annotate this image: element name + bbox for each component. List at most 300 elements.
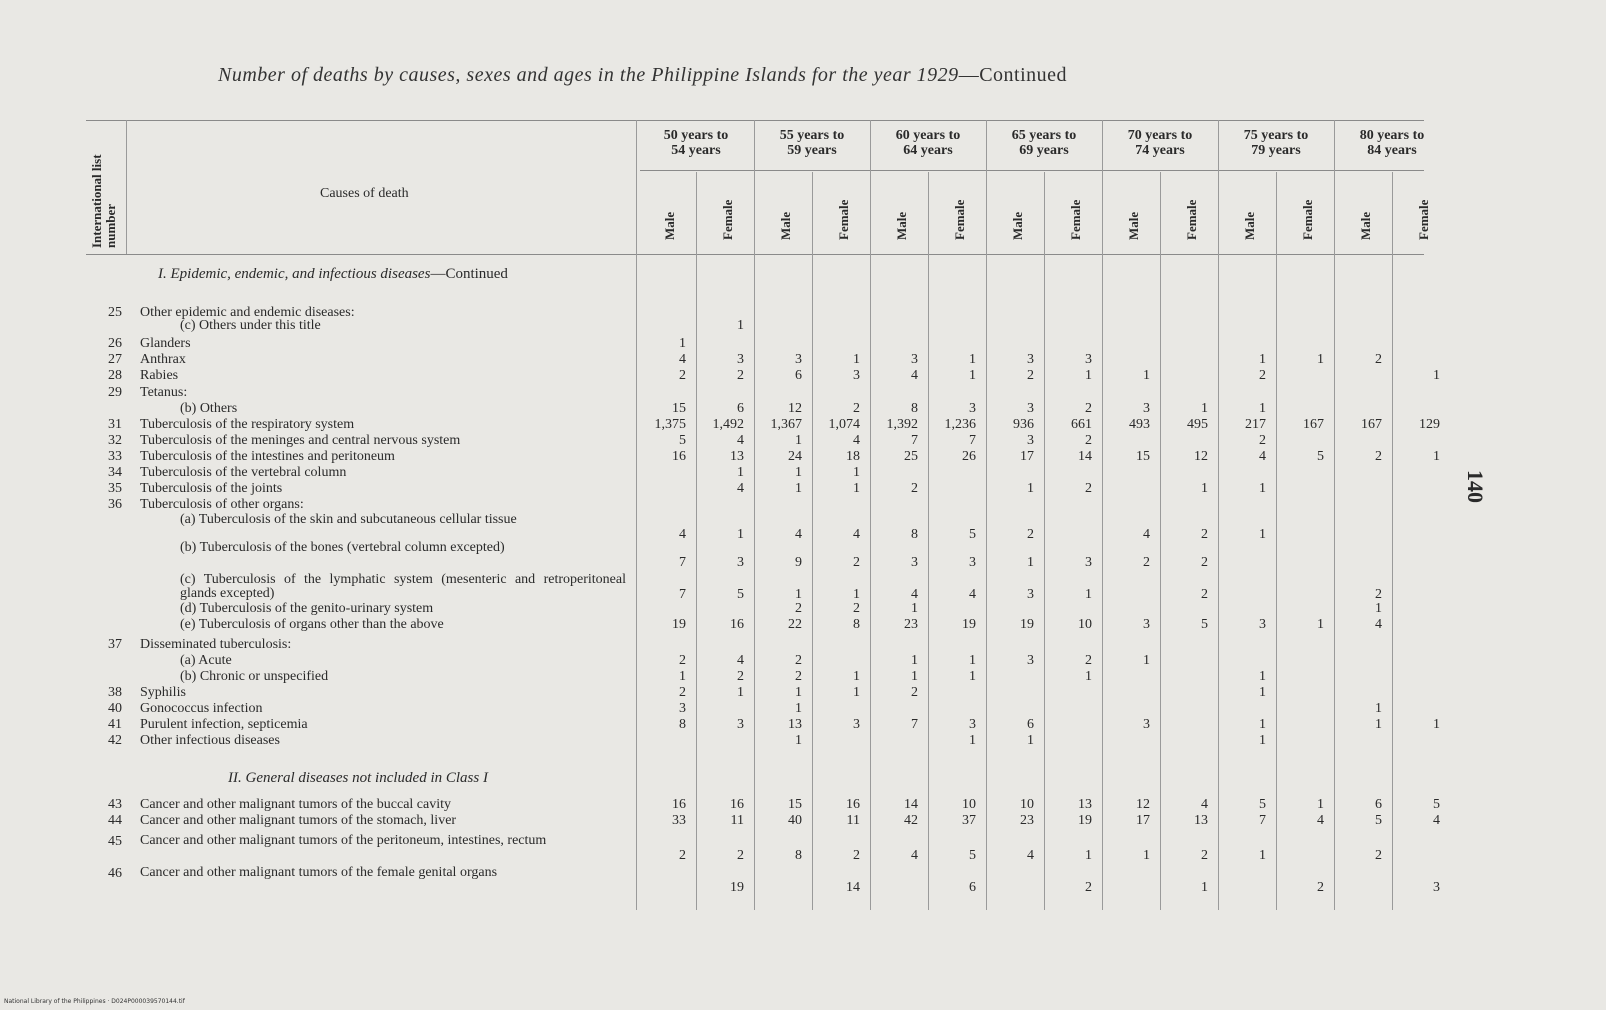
cell-value: 1,074: [828, 417, 860, 432]
cell-value: 3: [1143, 717, 1150, 732]
female-header: Female: [836, 199, 851, 240]
cell-value: 3: [911, 555, 918, 570]
cell-value: 2: [1027, 527, 1034, 542]
cell-value: 1: [1259, 717, 1266, 732]
cause-label: Syphilis: [140, 685, 186, 700]
cell-value: 4: [737, 653, 744, 668]
cell-value: 1: [1143, 368, 1150, 383]
list-number: 25: [108, 305, 122, 320]
cell-value: 1: [737, 318, 744, 333]
age-group-header: 50 years to 54 years: [663, 128, 729, 158]
cell-value: 4: [679, 527, 686, 542]
cell-value: 1: [1317, 352, 1324, 367]
cell-value: 1: [969, 669, 976, 684]
cell-value: 16: [672, 449, 686, 464]
cell-value: 2: [1375, 352, 1382, 367]
list-number: 41: [108, 717, 122, 732]
cell-value: 3: [737, 555, 744, 570]
cell-value: 2: [853, 401, 860, 416]
list-number: 38: [108, 685, 122, 700]
cause-label: Tuberculosis of other organs:: [140, 497, 304, 512]
cell-value: 1: [1259, 401, 1266, 416]
cell-value: 2: [679, 653, 686, 668]
cell-value: 1: [1259, 685, 1266, 700]
cell-value: 1: [911, 653, 918, 668]
male-header: Male: [1358, 211, 1373, 240]
cause-label: Tuberculosis of the respiratory system: [140, 417, 355, 432]
cell-value: 4: [1317, 813, 1324, 828]
list-number: 27: [108, 352, 122, 367]
cell-value: 1: [1433, 717, 1440, 732]
sex-divider: [1160, 172, 1161, 910]
cell-value: 2: [1201, 555, 1208, 570]
cell-value: 1: [853, 587, 860, 602]
cell-value: 1: [911, 601, 918, 616]
cell-value: 1: [795, 701, 802, 716]
cell-value: 3: [1027, 433, 1034, 448]
cause-label: (a) Tuberculosis of the skin and subcutaneous cellular tissue: [180, 512, 517, 527]
female-header: Female: [1068, 199, 1083, 240]
cell-value: 3: [911, 352, 918, 367]
cell-value: 2: [1085, 401, 1092, 416]
cell-value: 19: [1078, 813, 1092, 828]
cell-value: 3: [1433, 880, 1440, 895]
cell-value: 2: [853, 601, 860, 616]
cell-value: 7: [969, 433, 976, 448]
footer-credit: National Library of the Philippines · D024P000039570144.tif: [4, 998, 185, 1005]
page-title: [218, 64, 1338, 87]
cell-value: 14: [1078, 449, 1092, 464]
cell-value: 14: [846, 880, 860, 895]
cell-value: 1: [1259, 352, 1266, 367]
cell-value: 1: [795, 733, 802, 748]
cell-value: 26: [962, 449, 976, 464]
cell-value: 1: [795, 587, 802, 602]
cell-value: 5: [1375, 813, 1382, 828]
cell-value: 2: [1259, 368, 1266, 383]
list-number: 29: [108, 385, 122, 400]
list-number: 37: [108, 637, 122, 652]
cell-value: 2: [1375, 449, 1382, 464]
cell-value: 1,367: [770, 417, 802, 432]
cell-value: 6: [737, 401, 744, 416]
cell-value: 9: [795, 555, 802, 570]
cell-value: 1: [1027, 733, 1034, 748]
cell-value: 4: [1375, 617, 1382, 632]
age-group-header: 60 years to 64 years: [895, 128, 961, 158]
cell-value: 1: [853, 352, 860, 367]
cell-value: 12: [788, 401, 802, 416]
cell-value: 15: [788, 797, 802, 812]
cause-label: Cancer and other malignant tumors of the peritoneum, intestines, rectum: [140, 833, 547, 848]
cell-value: 13: [1194, 813, 1208, 828]
cell-value: 2: [911, 481, 918, 496]
cell-value: 4: [795, 527, 802, 542]
cell-value: 8: [853, 617, 860, 632]
cell-value: 1: [1259, 527, 1266, 542]
cell-value: 1: [679, 669, 686, 684]
cell-value: 40: [788, 813, 802, 828]
cell-value: 17: [1020, 449, 1034, 464]
cell-value: 16: [730, 617, 744, 632]
cause-label: Cancer and other malignant tumors of the female genital organs: [140, 865, 498, 880]
age-group-header: 70 years to 74 years: [1127, 128, 1193, 158]
cell-value: 1: [1201, 481, 1208, 496]
cell-value: 1,492: [712, 417, 744, 432]
list-number: 26: [108, 336, 122, 351]
male-header: Male: [662, 211, 677, 240]
cell-value: 15: [1136, 449, 1150, 464]
list-number-header: International list number: [89, 154, 118, 248]
cell-value: 1: [1085, 368, 1092, 383]
cell-value: 3: [1143, 401, 1150, 416]
cause-label: Glanders: [140, 336, 191, 351]
cell-value: 4: [853, 433, 860, 448]
cell-value: 3: [1027, 352, 1034, 367]
cell-value: 2: [1085, 433, 1092, 448]
cell-value: 1: [1085, 848, 1092, 863]
cell-value: 16: [730, 797, 744, 812]
cell-value: 1: [1027, 555, 1034, 570]
cell-value: 2: [737, 848, 744, 863]
cell-value: 1: [1433, 368, 1440, 383]
cell-value: 4: [911, 587, 918, 602]
cell-value: 2: [1375, 587, 1382, 602]
cell-value: 1: [795, 481, 802, 496]
cell-value: 7: [911, 433, 918, 448]
cell-value: 12: [1136, 797, 1150, 812]
cell-value: 3: [969, 401, 976, 416]
cause-label: (e) Tuberculosis of organs other than the above: [180, 617, 444, 632]
cell-value: 1: [1143, 848, 1150, 863]
cause-label: Gonococcus infection: [140, 701, 263, 716]
male-header: Male: [778, 211, 793, 240]
cell-value: 2: [1085, 653, 1092, 668]
cell-value: 5: [969, 527, 976, 542]
sex-divider: [928, 172, 929, 910]
cell-value: 1: [1259, 733, 1266, 748]
cell-value: 1: [737, 527, 744, 542]
cell-value: 13: [788, 717, 802, 732]
cell-value: 14: [904, 797, 918, 812]
cause-label: Purulent infection, septicemia: [140, 717, 308, 732]
cell-value: 23: [904, 617, 918, 632]
cell-value: 11: [846, 813, 860, 828]
cell-value: 2: [853, 848, 860, 863]
cell-value: 3: [853, 717, 860, 732]
age-group-header: 80 years to 84 years: [1359, 128, 1425, 158]
list-number: 35: [108, 481, 122, 496]
list-number: 32: [108, 433, 122, 448]
cell-value: 16: [846, 797, 860, 812]
cell-value: 3: [1085, 555, 1092, 570]
cause-label: Tuberculosis of the meninges and central nervous system: [140, 433, 461, 448]
list-number: 46: [108, 866, 122, 881]
male-header: Male: [894, 211, 909, 240]
cell-value: 5: [1433, 797, 1440, 812]
cell-value: 4: [679, 352, 686, 367]
cell-value: 37: [962, 813, 976, 828]
cell-value: 2: [795, 669, 802, 684]
cell-value: 2: [1085, 880, 1092, 895]
group-divider: [754, 120, 755, 910]
cell-value: 8: [795, 848, 802, 863]
group-divider: [986, 120, 987, 910]
cell-value: 10: [962, 797, 976, 812]
cell-value: 1: [1085, 587, 1092, 602]
title-main: Number of deaths by causes, sexes and ages in the Philippine Islands for the year 1929: [218, 64, 959, 86]
cell-value: 5: [679, 433, 686, 448]
list-number: 44: [108, 813, 122, 828]
cell-value: 19: [1020, 617, 1034, 632]
cause-label: Tuberculosis of the joints: [140, 481, 283, 496]
cell-value: 2: [853, 555, 860, 570]
cell-value: 6: [795, 368, 802, 383]
cell-value: 8: [911, 527, 918, 542]
cell-value: 33: [672, 813, 686, 828]
cell-value: 17: [1136, 813, 1150, 828]
section-heading: II. General diseases not included in Class I: [228, 770, 488, 786]
cell-value: 10: [1078, 617, 1092, 632]
cell-value: 1: [1375, 601, 1382, 616]
cell-value: 1: [853, 465, 860, 480]
cell-value: 3: [737, 717, 744, 732]
cell-value: 3: [679, 701, 686, 716]
group-divider: [870, 120, 871, 910]
male-header: Male: [1010, 211, 1025, 240]
cell-value: 5: [737, 587, 744, 602]
cell-value: 2: [1201, 527, 1208, 542]
cell-value: 22: [788, 617, 802, 632]
cell-value: 493: [1129, 417, 1150, 432]
cell-value: 1: [853, 685, 860, 700]
cell-value: 1: [737, 465, 744, 480]
cell-value: 2: [679, 685, 686, 700]
cell-value: 18: [846, 449, 860, 464]
cell-value: 2: [1201, 587, 1208, 602]
group-rule: [640, 170, 1424, 171]
cell-value: 7: [911, 717, 918, 732]
cell-value: 1: [1375, 701, 1382, 716]
cell-value: 4: [911, 368, 918, 383]
cell-value: 19: [730, 880, 744, 895]
sex-divider: [1276, 172, 1277, 910]
cell-value: 3: [1085, 352, 1092, 367]
cause-label: (b) Others: [180, 401, 238, 416]
cell-value: 7: [679, 555, 686, 570]
cell-value: 4: [969, 587, 976, 602]
cell-value: 3: [969, 717, 976, 732]
cell-value: 2: [1085, 481, 1092, 496]
cell-value: 11: [730, 813, 744, 828]
cell-value: 1: [969, 733, 976, 748]
cell-value: 3: [1027, 401, 1034, 416]
list-number: 36: [108, 497, 122, 512]
cell-value: 1: [679, 336, 686, 351]
causes-header: Causes of death: [320, 186, 409, 201]
list-number: 28: [108, 368, 122, 383]
cause-label: (c) Tuberculosis of the lymphatic system (mesenteric and retroperitoneal glands excepted): [180, 572, 626, 601]
list-column-rule: [126, 120, 127, 254]
cell-value: 4: [737, 433, 744, 448]
age-group-header: 55 years to 59 years: [779, 128, 845, 158]
list-number: 42: [108, 733, 122, 748]
cause-label: Cancer and other malignant tumors of the stomach, liver: [140, 813, 457, 828]
cause-label: Tetanus:: [140, 385, 188, 400]
cell-value: 4: [737, 481, 744, 496]
cell-value: 1: [1375, 717, 1382, 732]
cell-value: 42: [904, 813, 918, 828]
cell-value: 1: [1085, 669, 1092, 684]
header-bottom-rule: [86, 254, 1424, 255]
sex-divider: [1392, 172, 1393, 910]
cell-value: 6: [1375, 797, 1382, 812]
cell-value: 4: [1143, 527, 1150, 542]
cell-value: 1,375: [654, 417, 686, 432]
cause-label: (b) Chronic or unspecified: [180, 669, 329, 684]
cause-label: Cancer and other malignant tumors of the buccal cavity: [140, 797, 452, 812]
causes-column-rule: [636, 120, 637, 910]
cell-value: 2: [1259, 433, 1266, 448]
cell-value: 1: [969, 653, 976, 668]
cell-value: 23: [1020, 813, 1034, 828]
cell-value: 3: [1027, 587, 1034, 602]
list-number: 43: [108, 797, 122, 812]
cell-value: 2: [1375, 848, 1382, 863]
cell-value: 6: [1027, 717, 1034, 732]
cell-value: 5: [1317, 449, 1324, 464]
cell-value: 2: [1201, 848, 1208, 863]
list-number: 40: [108, 701, 122, 716]
cell-value: 3: [795, 352, 802, 367]
cell-value: 1: [969, 352, 976, 367]
cause-label: Other epidemic and endemic diseases:: [140, 305, 355, 320]
male-header: Male: [1242, 211, 1257, 240]
female-header: Female: [952, 199, 967, 240]
cell-value: 19: [962, 617, 976, 632]
cause-label: (d) Tuberculosis of the genito-urinary system: [180, 601, 434, 616]
cell-value: 7: [679, 587, 686, 602]
cause-label: (c) Others under this title: [180, 318, 321, 333]
cell-value: 1: [1201, 880, 1208, 895]
cell-value: 7: [1259, 813, 1266, 828]
cell-value: 2: [1027, 368, 1034, 383]
cell-value: 8: [911, 401, 918, 416]
cell-value: 5: [1201, 617, 1208, 632]
cell-value: 2: [679, 368, 686, 383]
cell-value: 217: [1245, 417, 1266, 432]
cause-label: Disseminated tuberculosis:: [140, 637, 292, 652]
cell-value: 661: [1071, 417, 1092, 432]
cause-label: Tuberculosis of the vertebral column: [140, 465, 347, 480]
cell-value: 6: [969, 880, 976, 895]
cell-value: 15: [672, 401, 686, 416]
cell-value: 1: [1201, 401, 1208, 416]
cell-value: 1: [1317, 797, 1324, 812]
male-header: Male: [1126, 211, 1141, 240]
list-number: 34: [108, 465, 122, 480]
cell-value: 16: [672, 797, 686, 812]
cell-value: 13: [730, 449, 744, 464]
cell-value: 2: [795, 601, 802, 616]
cause-label: Rabies: [140, 368, 179, 383]
cell-value: 1: [795, 685, 802, 700]
cell-value: 2: [737, 669, 744, 684]
page-number: 140: [1463, 470, 1488, 503]
cell-value: 1: [1259, 481, 1266, 496]
cell-value: 1: [1259, 669, 1266, 684]
female-header: Female: [720, 199, 735, 240]
cell-value: 2: [1317, 880, 1324, 895]
cell-value: 5: [1259, 797, 1266, 812]
cell-value: 4: [853, 527, 860, 542]
list-number: 31: [108, 417, 122, 432]
title-continued: —Continued: [958, 64, 1068, 86]
sex-divider: [1044, 172, 1045, 910]
cell-value: 167: [1361, 417, 1382, 432]
cell-value: 1: [795, 465, 802, 480]
female-header: Female: [1184, 199, 1199, 240]
cell-value: 2: [737, 368, 744, 383]
cell-value: 167: [1303, 417, 1324, 432]
age-group-header: 75 years to 79 years: [1243, 128, 1309, 158]
cell-value: 2: [1143, 555, 1150, 570]
cell-value: 1,392: [886, 417, 918, 432]
cell-value: 3: [1027, 653, 1034, 668]
group-divider: [1218, 120, 1219, 910]
cell-value: 3: [853, 368, 860, 383]
list-number: 33: [108, 449, 122, 464]
cell-value: 1: [853, 669, 860, 684]
cell-value: 1: [795, 433, 802, 448]
cause-label: Other infectious diseases: [140, 733, 280, 748]
cell-value: 1: [737, 685, 744, 700]
cell-value: 1: [1433, 449, 1440, 464]
cell-value: 3: [1259, 617, 1266, 632]
cell-value: 10: [1020, 797, 1034, 812]
cell-value: 1: [911, 669, 918, 684]
cell-value: 1: [969, 368, 976, 383]
list-number: 45: [108, 834, 122, 849]
cell-value: 2: [679, 848, 686, 863]
cell-value: 129: [1419, 417, 1440, 432]
cell-value: 4: [1433, 813, 1440, 828]
cell-value: 3: [969, 555, 976, 570]
cell-value: 13: [1078, 797, 1092, 812]
cell-value: 5: [969, 848, 976, 863]
cell-value: 4: [1259, 449, 1266, 464]
cell-value: 8: [679, 717, 686, 732]
cell-value: 4: [911, 848, 918, 863]
cell-value: 2: [911, 685, 918, 700]
cell-value: 1: [1317, 617, 1324, 632]
cell-value: 1,236: [944, 417, 976, 432]
cause-label: Anthrax: [140, 352, 186, 367]
age-group-header: 65 years to 69 years: [1011, 128, 1077, 158]
sex-divider: [696, 172, 697, 910]
cell-value: 4: [1201, 797, 1208, 812]
group-divider: [1334, 120, 1335, 910]
cell-value: 3: [737, 352, 744, 367]
cell-value: 3: [1143, 617, 1150, 632]
cell-value: 25: [904, 449, 918, 464]
female-header: Female: [1416, 199, 1431, 240]
cell-value: 12: [1194, 449, 1208, 464]
cell-value: 1: [1259, 848, 1266, 863]
sex-divider: [812, 172, 813, 910]
cell-value: 24: [788, 449, 802, 464]
female-header: Female: [1300, 199, 1315, 240]
